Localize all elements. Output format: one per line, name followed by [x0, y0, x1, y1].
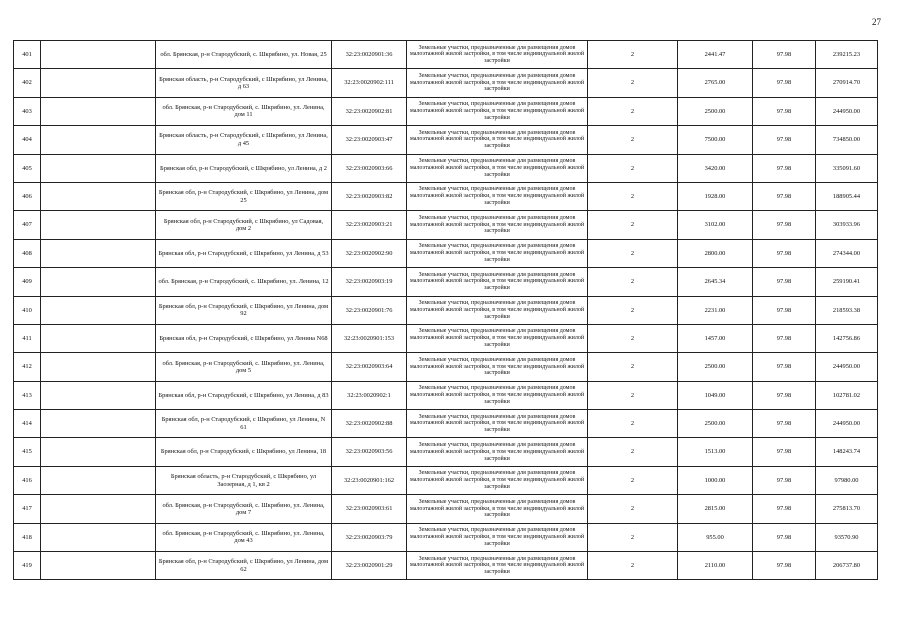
row-land-use-purpose: Земельные участки, предназначенные для размещения домов малоэтажной жилой застройки, в том числе индивидуальной жилой застройки [407, 182, 588, 210]
row-number: 417 [14, 495, 41, 523]
row-cadastral-value: 142756.86 [816, 324, 878, 352]
row-rate: 97.98 [753, 438, 816, 466]
row-group: 2 [588, 438, 678, 466]
row-group: 2 [588, 495, 678, 523]
row-gap [41, 353, 156, 381]
row-number: 402 [14, 69, 41, 97]
row-address: Брянская область, р-н Стародубский, с Шкрябино, ул Заозерная, д 1, кв 2 [156, 466, 332, 494]
land-registry-table [13, 40, 878, 580]
row-number: 410 [14, 296, 41, 324]
row-area: 2441.47 [678, 41, 753, 69]
row-area: 1513.00 [678, 438, 753, 466]
row-area: 2500.00 [678, 97, 753, 125]
row-gap [41, 438, 156, 466]
row-group: 2 [588, 154, 678, 182]
table-row [14, 552, 878, 580]
row-land-use-purpose: Земельные участки, предназначенные для размещения домов малоэтажной жилой застройки, в том числе индивидуальной жилой застройки [407, 97, 588, 125]
row-group: 2 [588, 239, 678, 267]
row-cadastral-number: 32:23:0020903:47 [332, 126, 407, 154]
row-address: Брянская обл, р-н Стародубский, с Шкрябино, ул Ленина, 18 [156, 438, 332, 466]
table-row [14, 268, 878, 296]
row-group: 2 [588, 523, 678, 551]
row-rate: 97.98 [753, 523, 816, 551]
row-cadastral-number: 32:23:0020903:64 [332, 353, 407, 381]
row-land-use-purpose: Земельные участки, предназначенные для размещения домов малоэтажной жилой застройки, в том числе индивидуальной жилой застройки [407, 410, 588, 438]
row-rate: 97.98 [753, 552, 816, 580]
row-land-use-purpose: Земельные участки, предназначенные для размещения домов малоэтажной жилой застройки, в том числе индивидуальной жилой застройки [407, 211, 588, 239]
row-rate: 97.98 [753, 126, 816, 154]
row-address: Брянская обл, р-н Стародубский, с Шкрябино, ул Ленина, д 53 [156, 239, 332, 267]
row-gap [41, 126, 156, 154]
row-gap [41, 552, 156, 580]
row-land-use-purpose: Земельные участки, предназначенные для размещения домов малоэтажной жилой застройки, в том числе индивидуальной жилой застройки [407, 69, 588, 97]
row-cadastral-value: 244950.00 [816, 353, 878, 381]
row-gap [41, 410, 156, 438]
row-land-use-purpose: Земельные участки, предназначенные для размещения домов малоэтажной жилой застройки, в том числе индивидуальной жилой застройки [407, 41, 588, 69]
row-group: 2 [588, 552, 678, 580]
row-cadastral-value: 218593.38 [816, 296, 878, 324]
row-cadastral-number: 32:23:0020902:1 [332, 381, 407, 409]
row-number: 404 [14, 126, 41, 154]
row-gap [41, 324, 156, 352]
row-cadastral-value: 303933.96 [816, 211, 878, 239]
row-address: обл. Брянская, р-н Стародубский, с. Шкрябино, ул. Ленина, дом 5 [156, 353, 332, 381]
row-address: обл. Брянская, р-н Стародубский, с. Шкрябино, ул. Ленина, 12 [156, 268, 332, 296]
row-number: 403 [14, 97, 41, 125]
row-number: 416 [14, 466, 41, 494]
table-row [14, 41, 878, 69]
table-row [14, 438, 878, 466]
row-land-use-purpose: Земельные участки, предназначенные для размещения домов малоэтажной жилой застройки, в том числе индивидуальной жилой застройки [407, 552, 588, 580]
table-row [14, 466, 878, 494]
row-cadastral-number: 32:23:0020901:153 [332, 324, 407, 352]
row-number: 409 [14, 268, 41, 296]
row-area: 2645.34 [678, 268, 753, 296]
row-group: 2 [588, 381, 678, 409]
row-area: 2765.00 [678, 69, 753, 97]
row-land-use-purpose: Земельные участки, предназначенные для размещения домов малоэтажной жилой застройки, в том числе индивидуальной жилой застройки [407, 495, 588, 523]
row-area: 3420.00 [678, 154, 753, 182]
row-gap [41, 466, 156, 494]
row-number: 419 [14, 552, 41, 580]
row-cadastral-number: 32:23:0020903:66 [332, 154, 407, 182]
row-area: 3102.00 [678, 211, 753, 239]
row-cadastral-number: 32:23:0020902:81 [332, 97, 407, 125]
row-rate: 97.98 [753, 296, 816, 324]
row-address: Брянская область, р-н Стародубский, с Шкрябино, ул Ленина, д 63 [156, 69, 332, 97]
row-gap [41, 239, 156, 267]
row-rate: 97.98 [753, 324, 816, 352]
row-address: обл. Брянская, р-н Стародубский, с. Шкрябино, ул. Новая, 25 [156, 41, 332, 69]
row-number: 405 [14, 154, 41, 182]
row-area: 2500.00 [678, 410, 753, 438]
row-rate: 97.98 [753, 239, 816, 267]
table-row [14, 126, 878, 154]
row-number: 418 [14, 523, 41, 551]
row-gap [41, 182, 156, 210]
table-row [14, 154, 878, 182]
row-area: 955.00 [678, 523, 753, 551]
table-row [14, 97, 878, 125]
row-cadastral-number: 32:23:0020903:82 [332, 182, 407, 210]
row-area: 7500.00 [678, 126, 753, 154]
row-rate: 97.98 [753, 353, 816, 381]
row-cadastral-number: 32:23:0020903:61 [332, 495, 407, 523]
row-land-use-purpose: Земельные участки, предназначенные для размещения домов малоэтажной жилой застройки, в том числе индивидуальной жилой застройки [407, 353, 588, 381]
table-row [14, 239, 878, 267]
table-row [14, 69, 878, 97]
row-cadastral-value: 148243.74 [816, 438, 878, 466]
row-number: 414 [14, 410, 41, 438]
table-row [14, 182, 878, 210]
row-number: 412 [14, 353, 41, 381]
row-number: 408 [14, 239, 41, 267]
row-group: 2 [588, 69, 678, 97]
row-cadastral-value: 102781.02 [816, 381, 878, 409]
row-number: 407 [14, 211, 41, 239]
row-group: 2 [588, 97, 678, 125]
table-row [14, 381, 878, 409]
table-row [14, 324, 878, 352]
row-cadastral-number: 32:23:0020903:79 [332, 523, 407, 551]
row-cadastral-number: 32:23:0020903:56 [332, 438, 407, 466]
row-area: 2815.00 [678, 495, 753, 523]
row-gap [41, 296, 156, 324]
row-address: Брянская обл, р-н Стародубский, с Шкрябино, ул Ленина, дом 92 [156, 296, 332, 324]
row-group: 2 [588, 182, 678, 210]
row-rate: 97.98 [753, 495, 816, 523]
row-land-use-purpose: Земельные участки, предназначенные для размещения домов малоэтажной жилой застройки, в том числе индивидуальной жилой застройки [407, 324, 588, 352]
row-cadastral-value: 206737.80 [816, 552, 878, 580]
row-gap [41, 381, 156, 409]
row-address: обл. Брянская, р-н Стародубский, с. Шкрябино, ул. Ленина, дом 43 [156, 523, 332, 551]
row-cadastral-value: 188905.44 [816, 182, 878, 210]
row-cadastral-value: 270914.70 [816, 69, 878, 97]
row-cadastral-value: 275813.70 [816, 495, 878, 523]
row-rate: 97.98 [753, 410, 816, 438]
row-number: 401 [14, 41, 41, 69]
row-address: Брянская обл, р-н Стародубский, с Шкрябино, ул Ленина, N 61 [156, 410, 332, 438]
row-group: 2 [588, 324, 678, 352]
row-gap [41, 268, 156, 296]
row-land-use-purpose: Земельные участки, предназначенные для размещения домов малоэтажной жилой застройки, в том числе индивидуальной жилой застройки [407, 523, 588, 551]
table-row [14, 495, 878, 523]
row-rate: 97.98 [753, 381, 816, 409]
row-cadastral-number: 32:23:0020903:21 [332, 211, 407, 239]
row-address: обл. Брянская, р-н Стародубский, с. Шкрябино, ул. Ленина, дом 7 [156, 495, 332, 523]
row-land-use-purpose: Земельные участки, предназначенные для размещения домов малоэтажной жилой застройки, в том числе индивидуальной жилой застройки [407, 239, 588, 267]
row-area: 1000.00 [678, 466, 753, 494]
row-cadastral-value: 239215.23 [816, 41, 878, 69]
row-group: 2 [588, 296, 678, 324]
row-area: 2231.00 [678, 296, 753, 324]
row-rate: 97.98 [753, 211, 816, 239]
row-land-use-purpose: Земельные участки, предназначенные для размещения домов малоэтажной жилой застройки, в том числе индивидуальной жилой застройки [407, 268, 588, 296]
row-area: 1049.00 [678, 381, 753, 409]
row-group: 2 [588, 211, 678, 239]
row-rate: 97.98 [753, 182, 816, 210]
row-area: 2110.00 [678, 552, 753, 580]
row-gap [41, 69, 156, 97]
row-land-use-purpose: Земельные участки, предназначенные для размещения домов малоэтажной жилой застройки, в том числе индивидуальной жилой застройки [407, 466, 588, 494]
row-cadastral-value: 93570.90 [816, 523, 878, 551]
row-cadastral-value: 734850.00 [816, 126, 878, 154]
table-row [14, 211, 878, 239]
row-cadastral-value: 335091.60 [816, 154, 878, 182]
row-cadastral-number: 32:23:0020901:36 [332, 41, 407, 69]
row-gap [41, 211, 156, 239]
row-address: Брянская обл, р-н Стародубский, с Шкрябино, ул Ленина, дом 62 [156, 552, 332, 580]
row-cadastral-number: 32:23:0020902:88 [332, 410, 407, 438]
row-number: 413 [14, 381, 41, 409]
row-number: 415 [14, 438, 41, 466]
row-address: Брянская обл, р-н Стародубский, с Шкрябино, ул Ленина N68 [156, 324, 332, 352]
row-gap [41, 523, 156, 551]
row-area: 1457.00 [678, 324, 753, 352]
row-land-use-purpose: Земельные участки, предназначенные для размещения домов малоэтажной жилой застройки, в том числе индивидуальной жилой застройки [407, 438, 588, 466]
row-rate: 97.98 [753, 97, 816, 125]
row-address: Брянская обл, р-н Стародубский, с Шкрябино, ул Садовая, дом 2 [156, 211, 332, 239]
row-cadastral-number: 32:23:0020901:76 [332, 296, 407, 324]
row-cadastral-value: 259190.41 [816, 268, 878, 296]
row-cadastral-value: 244950.00 [816, 97, 878, 125]
row-cadastral-number: 32:23:0020902:111 [332, 69, 407, 97]
row-group: 2 [588, 466, 678, 494]
row-rate: 97.98 [753, 69, 816, 97]
table-row [14, 353, 878, 381]
row-gap [41, 41, 156, 69]
row-rate: 97.98 [753, 268, 816, 296]
row-address: Брянская обл, р-н Стародубский, с Шкрябино, ул Ленина, дом 25 [156, 182, 332, 210]
row-group: 2 [588, 353, 678, 381]
row-cadastral-value: 244950.00 [816, 410, 878, 438]
row-cadastral-number: 32:23:0020901:29 [332, 552, 407, 580]
row-land-use-purpose: Земельные участки, предназначенные для размещения домов малоэтажной жилой застройки, в том числе индивидуальной жилой застройки [407, 296, 588, 324]
row-number: 411 [14, 324, 41, 352]
row-gap [41, 154, 156, 182]
row-area: 1928.00 [678, 182, 753, 210]
row-group: 2 [588, 268, 678, 296]
table-body [14, 41, 878, 580]
row-address: Брянская обл, р-н Стародубский, с Шкрябино, ул Ленина, д 83 [156, 381, 332, 409]
row-group: 2 [588, 126, 678, 154]
row-cadastral-number: 32:23:0020902:90 [332, 239, 407, 267]
row-rate: 97.98 [753, 154, 816, 182]
row-land-use-purpose: Земельные участки, предназначенные для размещения домов малоэтажной жилой застройки, в том числе индивидуальной жилой застройки [407, 381, 588, 409]
row-gap [41, 97, 156, 125]
row-address: Брянская обл, р-н Стародубский, с Шкрябино, ул Ленина, д 2 [156, 154, 332, 182]
row-gap [41, 495, 156, 523]
row-cadastral-value: 97980.00 [816, 466, 878, 494]
row-land-use-purpose: Земельные участки, предназначенные для размещения домов малоэтажной жилой застройки, в том числе индивидуальной жилой застройки [407, 154, 588, 182]
row-rate: 97.98 [753, 41, 816, 69]
row-rate: 97.98 [753, 466, 816, 494]
row-cadastral-number: 32:23:0020901:162 [332, 466, 407, 494]
row-group: 2 [588, 410, 678, 438]
table-row [14, 523, 878, 551]
page-number: 27 [872, 17, 881, 27]
row-cadastral-value: 274344.00 [816, 239, 878, 267]
row-group: 2 [588, 41, 678, 69]
row-area: 2800.00 [678, 239, 753, 267]
row-land-use-purpose: Земельные участки, предназначенные для размещения домов малоэтажной жилой застройки, в том числе индивидуальной жилой застройки [407, 126, 588, 154]
table-row [14, 410, 878, 438]
row-area: 2500.00 [678, 353, 753, 381]
row-address: обл. Брянская, р-н Стародубский, с. Шкрябино, ул. Ленина, дом 11 [156, 97, 332, 125]
row-number: 406 [14, 182, 41, 210]
row-address: Брянская область, р-н Стародубский, с Шкрябино, ул Ленина, д 45 [156, 126, 332, 154]
row-cadastral-number: 32:23:0020903:19 [332, 268, 407, 296]
table-row [14, 296, 878, 324]
